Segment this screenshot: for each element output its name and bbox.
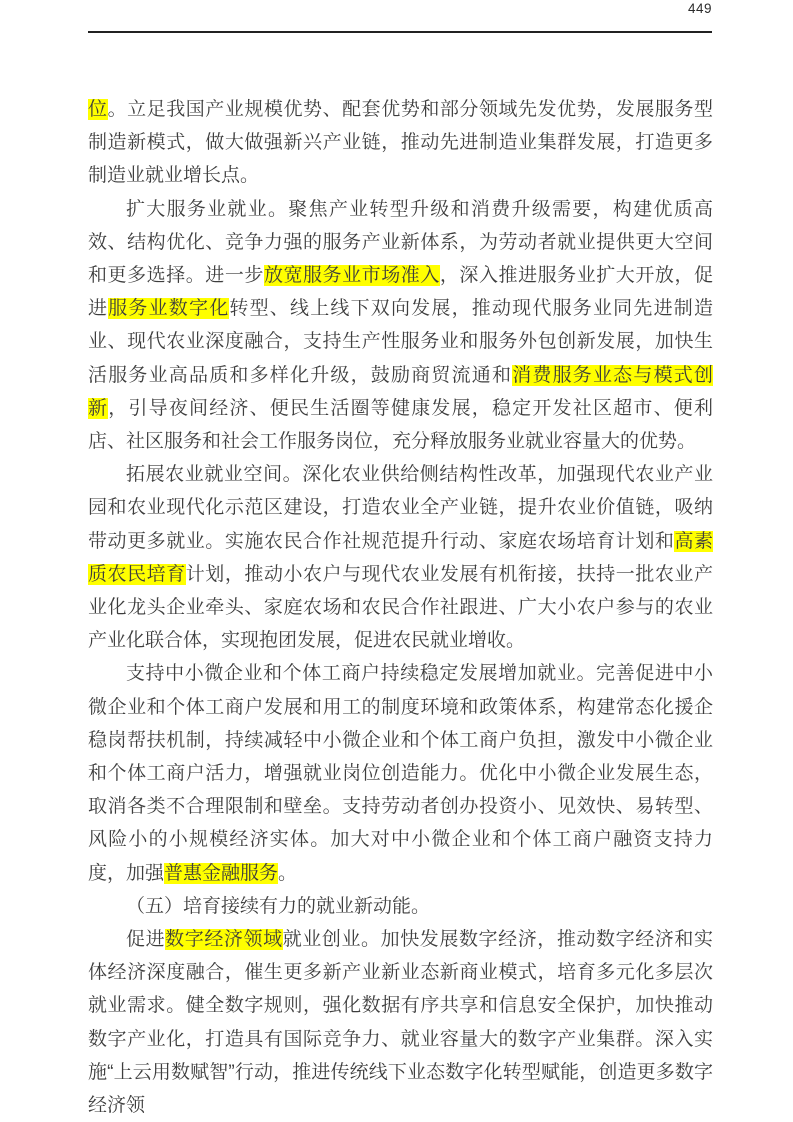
text-segment: 计划，推动小农户与现代农业发展有机衔接，扶持一批农业产业化龙头企业牵头、家庭农场和农民合作社跟进、广大小农户参与的农业产业化联合体，实现抱团发展，促进农民就业增收。 <box>88 563 713 652</box>
paragraph <box>88 93 713 193</box>
paragraph <box>88 193 713 459</box>
highlighted-text: 数字经济领域 <box>165 929 283 951</box>
text-segment: （五）培育接续有力的就业新动能。 <box>126 895 431 917</box>
highlighted-text: 消费服务业态与模式创新 <box>88 364 713 419</box>
highlighted-text: 放宽服务业市场准入 <box>263 265 440 287</box>
paragraph <box>88 890 713 923</box>
header-rule <box>88 31 712 33</box>
paragraph <box>88 657 713 889</box>
highlighted-text: 普惠金融服务 <box>164 862 279 884</box>
paragraph <box>88 458 713 657</box>
paragraph <box>88 923 713 1122</box>
text-segment: 。立足我国产业规模优势、配套优势和部分领域先发优势，发展服务型制造新模式，做大做强新兴产业链，推动先进制造业集群发展，打造更多制造业就业增长点。 <box>88 99 713 187</box>
page-number: 449 <box>687 1 712 16</box>
text-segment: ，深入推进服务业扩大开放，促进 <box>88 265 713 320</box>
text-segment: 扩大服务业就业。聚焦产业转型升级和消费升级需要，构建优质高效、结构优化、竞争力强的服务产业新体系，为劳动者就业提供更大空间和更多选择。进一步 <box>88 198 713 287</box>
text-segment: ，引导夜间经济、便民生活圈等健康发展，稳定开发社区超市、便利店、社区服务和社会工作服务岗位，充分释放服务业就业容量大的优势。 <box>88 397 713 453</box>
highlighted-text: 服务业数字化 <box>108 298 230 320</box>
highlighted-text: 高素质农民培育 <box>88 530 713 585</box>
document-content <box>88 93 713 1122</box>
text-segment: 。 <box>278 862 298 884</box>
highlighted-text: 位 <box>88 99 108 120</box>
text-segment: 拓展农业就业空间。深化农业供给侧结构性改革，加强现代农业产业园和农业现代化示范区建设，打造农业全产业链，提升农业价值链，吸纳带动更多就业。实施农民合作社规范提升行动、家庭农场培育计划和 <box>88 464 713 552</box>
text-segment: 转型、线上线下双向发展，推动现代服务业同先进制造业、现代农业深度融合，支持生产性服务业和服务外包创新发展，加快生活服务业高品质和多样化升级，鼓励商贸流通和 <box>88 298 713 386</box>
text-segment: 就业创业。加快发展数字经济，推动数字经济和实体经济深度融合，催生更多新产业新业态新商业模式，培育多元化多层次就业需求。健全数字规则，强化数据有序共享和信息安全保护，加快推动数字产业化，打造具有国际竞争力、就业容量大的数字产业集群。深入实施“上云用数赋智”行动，推进传统线下业态数字化转型赋能，创造更多数字经济领 <box>88 929 713 1117</box>
text-segment: 支持中小微企业和个体工商户持续稳定发展增加就业。完善促进中小微企业和个体工商户发展和用工的制度环境和政策体系，构建常态化援企稳岗帮扶机制，持续减轻中小微企业和个体工商户负担，激发中小微企业和个体工商户活力，增强就业岗位创造能力。优化中小微企业发展生态，取消各类不合理限制和壁垒。支持劳动者创办投资小、见效快、易转型、风险小的小规模经济实体。加大对中小微企业和个体工商户融资支持力度，加强 <box>88 663 713 884</box>
text-segment: 促进 <box>126 929 166 951</box>
